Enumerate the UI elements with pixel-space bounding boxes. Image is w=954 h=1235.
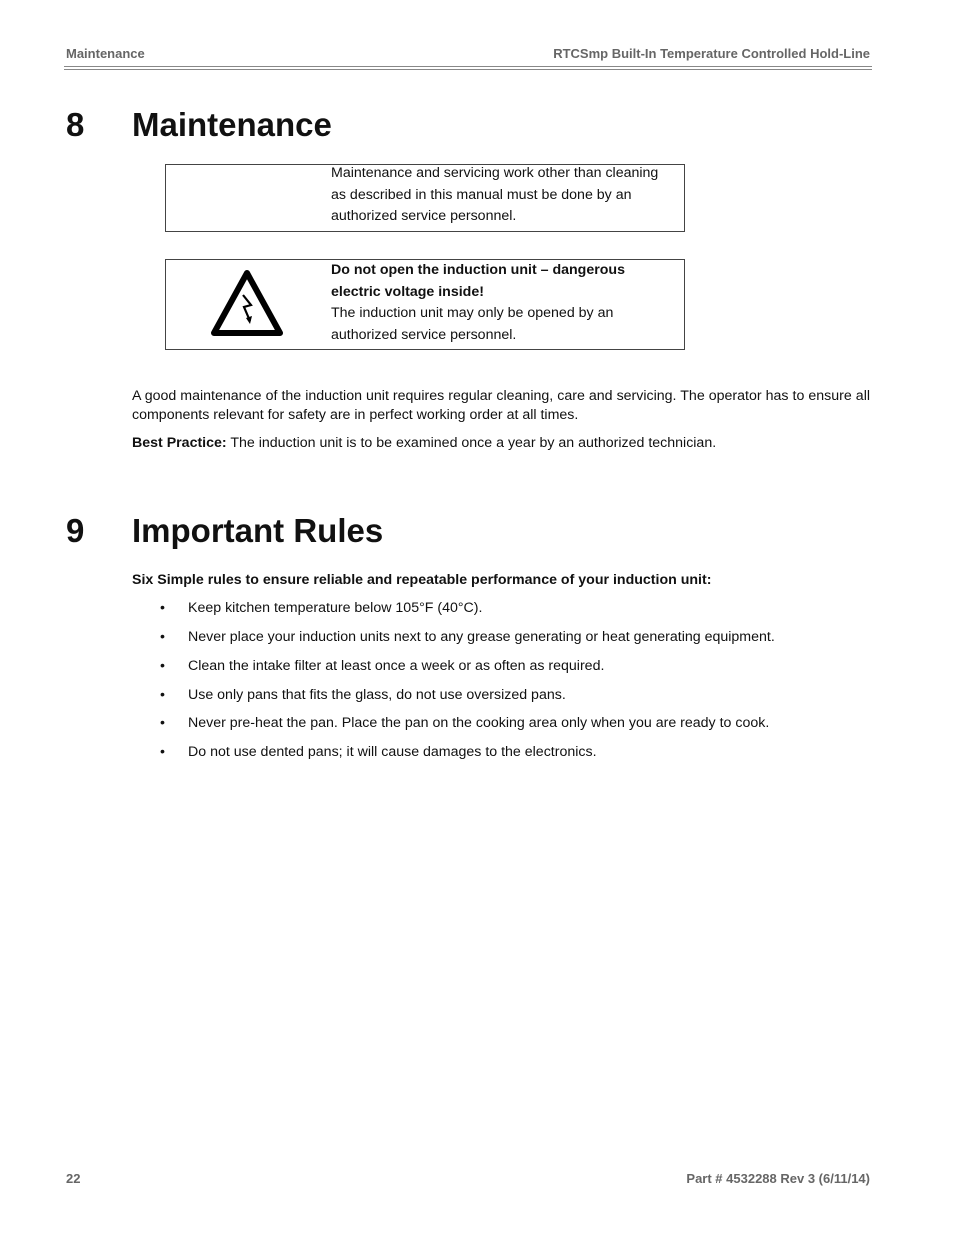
notice-line: Maintenance and servicing work other than cleaning xyxy=(331,165,659,181)
warning-line: authorized service personnel. xyxy=(331,326,517,343)
rule-text: Do not use dented pans; it will cause damages to the electronics. xyxy=(188,744,597,760)
section-number: 9 xyxy=(66,512,85,549)
bullet-icon: • xyxy=(160,600,165,616)
best-practice-label: Best Practice: xyxy=(132,435,227,451)
best-practice-text: The induction unit is to be examined once a year by an authorized technician. xyxy=(226,435,717,451)
part-number: Part # 4532288 Rev 3 (6/11/14) xyxy=(686,1171,870,1186)
header-divider xyxy=(64,66,872,67)
maintenance-notice-box xyxy=(165,164,685,232)
running-header-title: RTCSmp Built-In Temperature Controlled Hold-Line xyxy=(553,46,870,61)
warning-line: Do not open the induction unit – dangerous xyxy=(331,262,625,278)
rule-text: Use only pans that fits the glass, do not use oversized pans. xyxy=(188,687,566,703)
header-divider xyxy=(64,69,872,70)
running-header-section: Maintenance xyxy=(66,46,145,61)
warning-line: electric voltage inside! xyxy=(331,283,484,300)
section-title: Important Rules xyxy=(132,512,384,549)
bullet-icon: • xyxy=(160,715,165,731)
page-number: 22 xyxy=(66,1171,81,1186)
warning-line: The induction unit may only be opened by an xyxy=(331,305,614,321)
maintenance-paragraph: A good maintenance of the induction unit requires regular cleaning, care and servicing. The operator has to ensure all components relevant for safety are in perfect working order at all times. xyxy=(132,388,870,423)
notice-line: as described in this manual must be done by an xyxy=(331,186,632,203)
bullet-icon: • xyxy=(160,687,165,703)
section-number: 8 xyxy=(66,106,85,143)
rule-text: Clean the intake filter at least once a week or as often as required. xyxy=(188,658,605,674)
electrical-hazard-warning-icon xyxy=(210,269,284,337)
section-title: Maintenance xyxy=(132,106,332,143)
bullet-icon: • xyxy=(160,658,165,674)
rule-text: Never place your induction units next to any grease generating or heat generating equipment. xyxy=(188,629,775,645)
rule-text: Keep kitchen temperature below 105°F (40°C). xyxy=(188,600,483,616)
rule-text: Never pre-heat the pan. Place the pan on the cooking area only when you are ready to cook. xyxy=(188,715,770,731)
voltage-warning-box xyxy=(165,259,685,350)
bullet-icon: • xyxy=(160,629,165,645)
rules-intro: Six Simple rules to ensure reliable and repeatable performance of your induction unit: xyxy=(132,572,712,588)
notice-line: authorized service personnel. xyxy=(331,208,517,224)
best-practice-paragraph xyxy=(132,434,870,453)
bullet-icon: • xyxy=(160,744,165,760)
